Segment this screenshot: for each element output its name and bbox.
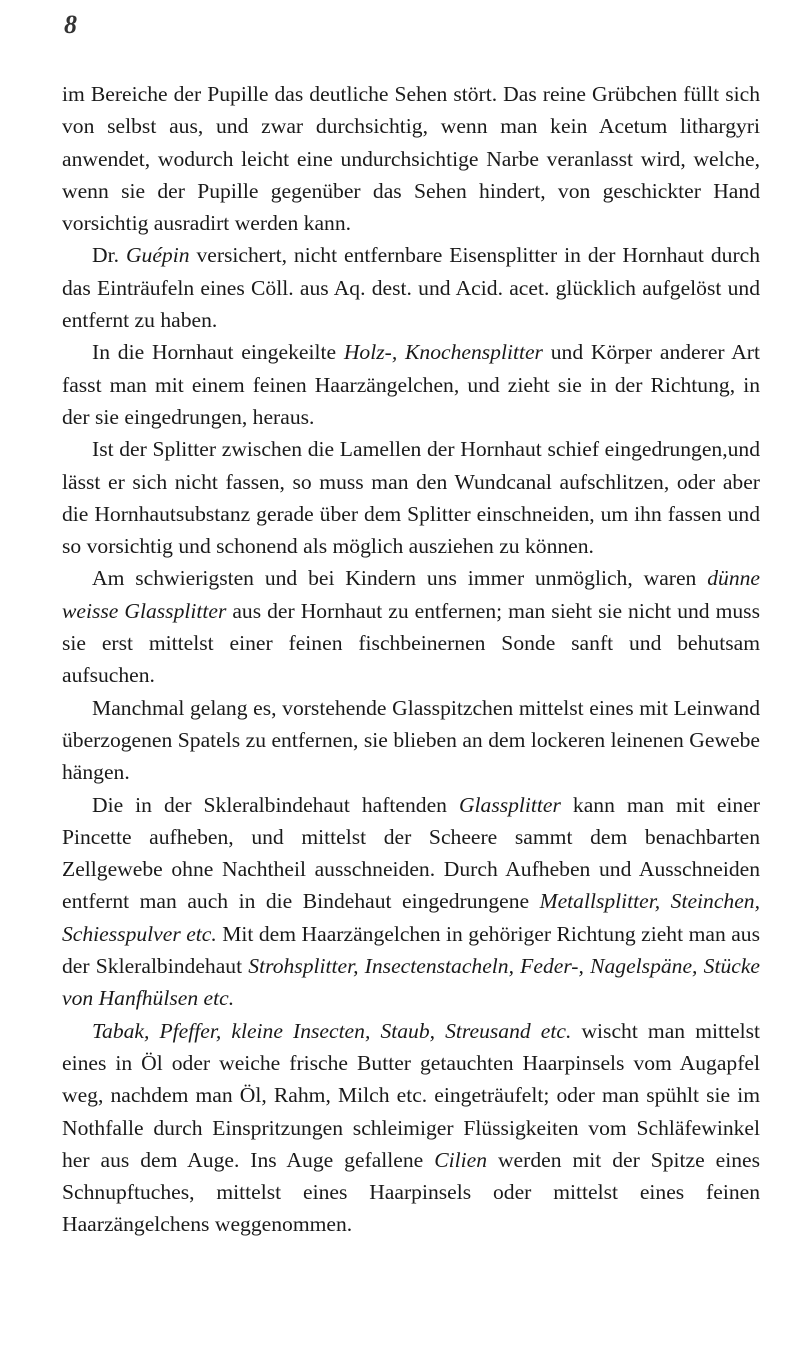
paragraph-6 <box>62 692 760 789</box>
text-run: In die Hornhaut eingekeilte <box>92 340 344 365</box>
text-run: im Bereiche der Pupille das deutliche Sehen stört. Das reine Grübchen füllt sich von selbst aus, und zwar durchsichtig, wenn man kein Acetum lithargyri anwendet, wodurch leicht eine undurchsichtige Narbe veranlasst wird, welche, wenn sie der Pupille gegenüber das Sehen hindert, von geschickter Hand vorsichtig ausradirt werden kann. <box>62 82 760 236</box>
italic-term: Tabak, Pfeffer, kleine Insecten, Staub, Streusand etc. <box>92 1018 572 1043</box>
text-run: kann man mit einer Pincette aufheben, und mittelst der Scheere sammt dem benachbarten Zellgewebe ohne Nachtheil ausschneiden. Durch Aufheben und Ausschneiden entfernt man auch in die Bindehaut eingedrungene <box>62 792 760 914</box>
text-run: Dr. <box>92 243 126 268</box>
italic-term: Guépin <box>125 243 190 268</box>
text-run: Ist der Splitter zwischen die Lamellen der Hornhaut schief eingedrungen,und lässt er sich nicht fassen, so muss man den Wundcanal aufschlitzen, oder aber die Hornhautsubstanz gerade über dem Splitter einschneiden, um ihn fassen und so vorsichtig und schonend als möglich ausziehen zu können. <box>62 437 760 559</box>
paragraph-1 <box>62 78 760 239</box>
text-run: aus der Hornhaut zu entfernen; man sieht sie nicht und muss sie erst mittelst einer feinen fischbeinernen Sonde sanft und behutsam aufsuchen. <box>62 598 760 688</box>
paragraph-2 <box>62 239 760 336</box>
paragraph-3 <box>62 336 760 433</box>
text-run: und Körper anderer Art fasst man mit einem feinen Haarzängelchen, und zieht sie in der Richtung, in der sie eingedrungen, heraus. <box>62 340 760 429</box>
text-run: versichert, nicht entfernbare Eisensplitter in der Hornhaut durch das Einträufeln eines Cöll. aus Aq. dest. und Acid. acet. glücklich aufgelöst und entfernt zu haben. <box>62 243 761 333</box>
body-text <box>62 78 760 1241</box>
italic-term: Metallsplitter, Steinchen, Schiesspulver etc. <box>62 889 761 946</box>
italic-term: Cilien <box>434 1147 488 1172</box>
text-run: Am schwierigsten und bei Kindern uns immer unmöglich, waren <box>92 566 708 591</box>
paragraph-4 <box>62 433 760 562</box>
text-run: wischt man mittelst eines in Öl oder weiche frische Butter getauchten Haarpinsels vom Augapfel weg, nachdem man Öl, Rahm, Milch etc. eingeträufelt; oder man spühlt sie im Nothfalle durch Einspritzungen schleimiger Flüssigkeiten vom Schläfewinkel her aus dem Auge. Ins Auge gefallene <box>62 1018 760 1172</box>
text-run: werden mit der Spitze eines Schnupftuches, mittelst eines Haarpinsels oder mittelst eines feinen Haarzängelchens weggenommen. <box>62 1147 760 1237</box>
paragraph-5 <box>62 562 760 691</box>
paragraph-7 <box>62 789 760 1015</box>
text-run: Die in der Skleralbindehaut haftenden <box>92 792 459 817</box>
text-run: Manchmal gelang es, vorstehende Glasspitzchen mittelst eines mit Leinwand überzogenen Spatels zu entfernen, sie blieben an dem lockeren leinenen Gewebe hängen. <box>62 695 760 785</box>
page-number: 8 <box>64 10 77 39</box>
italic-term: Strohsplitter, Insectenstacheln, Feder-, Nagelspäne, Stücke von Hanfhülsen etc. <box>62 954 761 1011</box>
italic-term: Holz-, Knochensplitter <box>343 340 543 365</box>
italic-term: dünne weisse Glassplitter <box>62 566 760 623</box>
paragraph-8 <box>62 1015 760 1241</box>
italic-term: Glassplitter <box>458 792 561 817</box>
text-run: Mit dem Haarzängelchen in gehöriger Richtung zieht man aus der Skleralbindehaut <box>62 921 760 979</box>
